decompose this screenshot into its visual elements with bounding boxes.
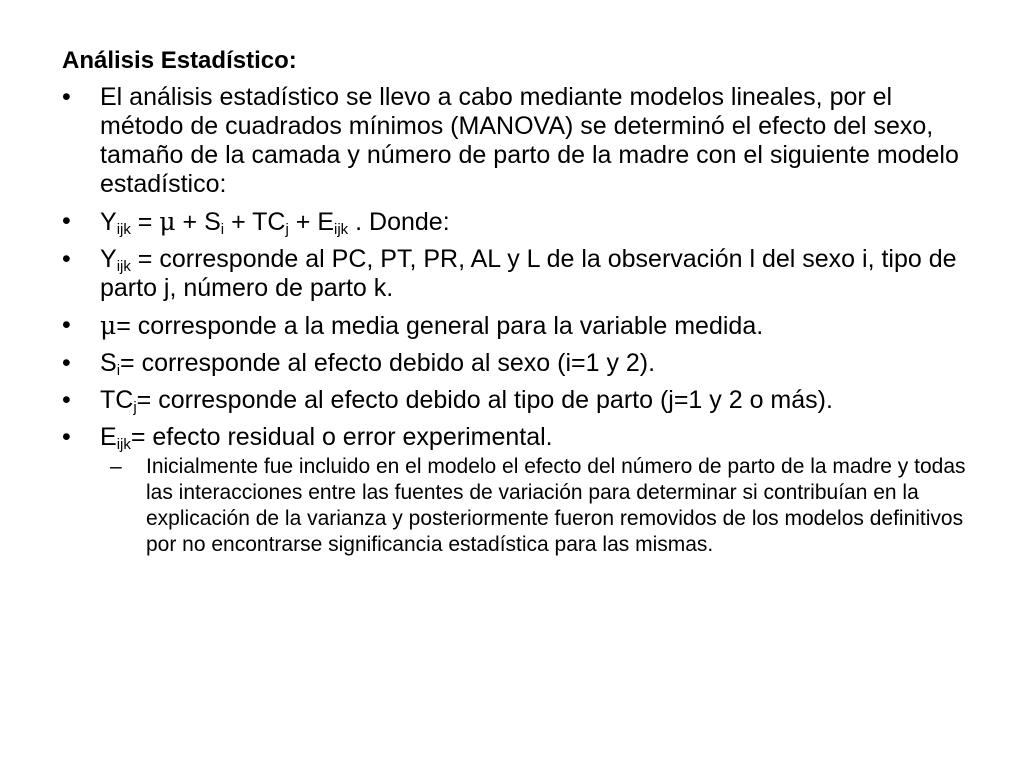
- bullet-text: $S_i=$ corresponde al efecto debido al sexo (i=1 y 2).: [100, 349, 656, 379]
- bullet-item-y-definition: [62, 245, 982, 303]
- bullet-text: μ= corresponde a la media general para la variable medida.: [100, 311, 764, 340]
- sub-bullet-list: [62, 454, 982, 558]
- bullet-item-e-definition: [62, 423, 982, 452]
- bullet-item-analysis: [62, 83, 982, 199]
- sub-bullet-text: Inicialmente fue incluido en el modelo el efecto del número de parto de la madre y todas las interacciones entre las fuentes de variación para determinar si contribuían en la explicación de la varianza y posteriormente fueron removidos de los modelos definitivos por no encontrarse significancia estadística para las mismas.: [146, 455, 966, 556]
- bullet-icon: •: [62, 386, 71, 414]
- slide-content: [62, 46, 982, 558]
- mu-symbol: μ: [159, 207, 176, 236]
- bullet-item-tc-definition: [62, 386, 982, 415]
- bullet-text: $E_{ijk}=$ efecto residual o error experimental.: [100, 423, 553, 453]
- bullet-icon: •: [62, 245, 71, 273]
- slide-heading: Análisis Estadístico:: [62, 47, 297, 74]
- bullet-item-s-definition: [62, 349, 982, 378]
- bullet-text: $Y_{ijk}$ = corresponde al PC, PT, PR, AL y L de la observación l del sexo i, tipo de parto j, número de parto k.: [100, 245, 957, 302]
- mu-symbol: μ: [100, 311, 117, 340]
- dash-icon: –: [110, 455, 122, 478]
- bullet-item-model-equation: [62, 207, 982, 237]
- bullet-item-mu-definition: [62, 311, 982, 341]
- bullet-list: [62, 83, 982, 452]
- bullet-icon: •: [62, 349, 71, 377]
- bullet-icon: •: [62, 423, 71, 451]
- bullet-icon: •: [62, 83, 71, 111]
- equation: $Y_{ijk} = \mu + S_i + TC_j + E_{ijk}$ . Donde:: [100, 207, 450, 238]
- bullet-text: $TC_j=$ corresponde al efecto debido al tipo de parto (j=1 y 2 o más).: [100, 386, 833, 416]
- sub-bullet-item: [62, 454, 982, 558]
- bullet-icon: •: [62, 207, 71, 235]
- bullet-text: El análisis estadístico se llevo a cabo mediante modelos lineales, por el método de cuadrados mínimos (MANOVA) se determinó el efecto del sexo, tamaño de la camada y número de parto de la madre con el siguiente modelo estadístico:: [100, 83, 959, 198]
- bullet-icon: •: [62, 311, 71, 339]
